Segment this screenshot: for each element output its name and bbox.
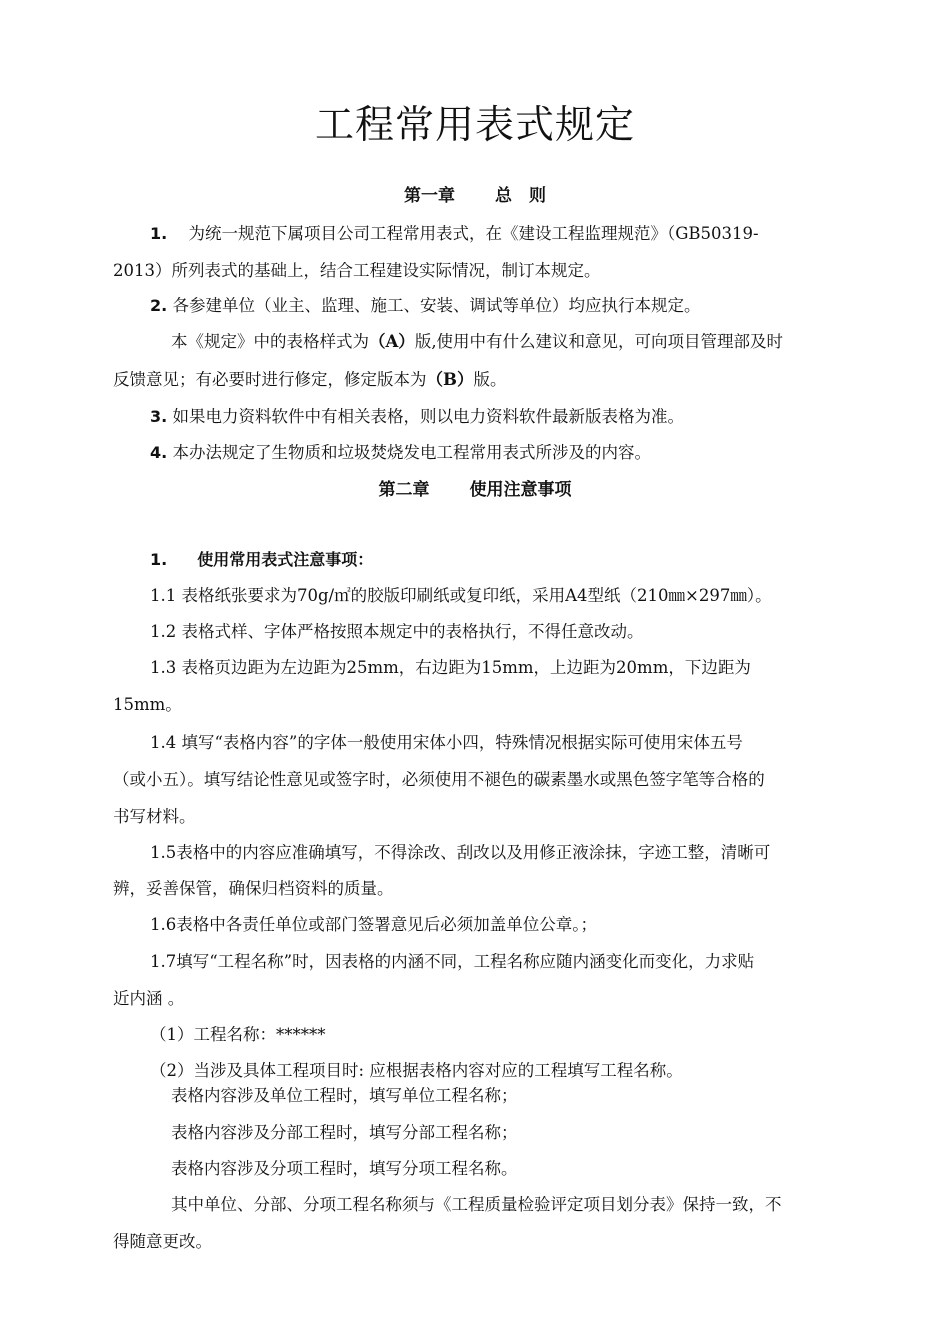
item-1-5-line-2: 辨，妥善保管，确保归档资料的质量。	[113, 879, 394, 898]
sub-item-1: （1）工程名称：******	[150, 1025, 326, 1044]
paragraph-2b-line-1	[171, 329, 783, 355]
paragraph-1-text-1: 为统一规范下属项目公司工程常用表式，在《建设工程监理规范》（GB50319-	[188, 224, 759, 243]
paragraph-3-text: 如果电力资料软件中有相关表格，则以电力资料软件最新版表格为准。	[172, 407, 684, 426]
version-b-label: （B）	[426, 370, 474, 389]
paragraph-3-number: 3.	[150, 407, 168, 426]
final-paragraph-line-2: 得随意更改。	[113, 1232, 212, 1251]
section-1-heading	[150, 547, 373, 573]
chapter-1-title: 总 则	[495, 186, 546, 206]
final-paragraph-line-1: 其中单位、分部、分项工程名称须与《工程质量检验评定项目划分表》保持一致，不	[171, 1195, 782, 1214]
paragraph-2	[150, 293, 700, 319]
version-a-label: （A）	[369, 332, 415, 351]
paragraph-4-text: 本办法规定了生物质和垃圾焚烧发电工程常用表式所涉及的内容。	[172, 443, 651, 462]
paragraph-4	[150, 440, 651, 466]
chapter-2-heading	[0, 477, 950, 503]
item-1-7-line-2: 近内涵 。	[113, 989, 185, 1008]
paragraph-2b-line2-a: 反馈意见；有必要时进行修定，修定版本为	[113, 370, 427, 389]
chapter-2-title: 使用注意事项	[469, 480, 572, 500]
paragraph-2b-text-a: 本《规定》中的表格样式为	[171, 332, 369, 351]
paragraph-3	[150, 404, 684, 430]
chapter-1-number: 第一章	[404, 186, 455, 206]
paragraph-1-number: 1.	[150, 224, 168, 243]
item-1-7-line-1: 1.7填写“工程名称”时，因表格的内涵不同，工程名称应随内涵变化而变化，力求贴	[150, 952, 755, 971]
paragraph-2b-line2-c: 版。	[473, 370, 507, 389]
item-1-3-line-1: 1.3 表格页边距为左边距为25mm，右边距为15mm，上边距为20mm，下边距为	[150, 658, 751, 677]
item-1-6: 1.6表格中各责任单位或部门签署意见后必须加盖单位公章。；	[150, 915, 597, 934]
document-title: 工程常用表式规定	[314, 103, 635, 148]
sub-item-2c: 表格内容涉及分项工程时，填写分项工程名称。	[171, 1159, 518, 1178]
chapter-2-number: 第二章	[378, 480, 430, 500]
paragraph-2-number: 2.	[150, 296, 168, 315]
item-1-4-line-3: 书写材料。	[113, 807, 196, 826]
sub-item-2b: 表格内容涉及分部工程时，填写分部工程名称；	[171, 1123, 518, 1142]
paragraph-4-number: 4.	[150, 443, 168, 462]
sub-item-2: （2）当涉及具体工程项目时: 应根据表格内容对应的工程填写工程名称。	[150, 1061, 683, 1080]
item-1-5-line-1: 1.5表格中的内容应准确填写，不得涂改、刮改以及用修正液涂抹，字迹工整，清晰可	[150, 843, 771, 862]
item-1-2: 1.2 表格式样、字体严格按照本规定中的表格执行，不得任意改动。	[150, 622, 644, 641]
paragraph-1-line-1	[150, 221, 759, 247]
paragraph-2b-line-2	[113, 367, 506, 393]
item-1-4-line-2: （或小五）。填写结论性意见或签字时，必须使用不褪色的碳素墨水或黑色签字笔等合格的	[113, 770, 765, 789]
paragraph-1-line-2: 2013）所列表式的基础上，结合工程建设实际情况，制订本规定。	[113, 261, 601, 280]
section-1-number: 1.	[150, 550, 168, 569]
paragraph-2b-text-c: 版,使用中有什么建议和意见，可向项目管理部及时	[414, 332, 784, 351]
sub-item-2a: 表格内容涉及单位工程时，填写单位工程名称；	[171, 1086, 518, 1105]
chapter-1-heading	[0, 183, 950, 209]
item-1-4-line-1: 1.4 填写“表格内容”的字体一般使用宋体小四，特殊情况根据实际可使用宋体五号	[150, 733, 743, 752]
item-1-1: 1.1 表格纸张要求为70g/㎡的胶版印刷纸或复印纸，采用A4型纸（210㎜×297㎜）。	[150, 586, 772, 605]
item-1-3-line-2: 15mm。	[113, 695, 182, 714]
paragraph-2-text: 各参建单位（业主、监理、施工、安装、调试等单位）均应执行本规定。	[172, 296, 701, 315]
section-1-title: 使用常用表式注意事项：	[197, 550, 374, 569]
